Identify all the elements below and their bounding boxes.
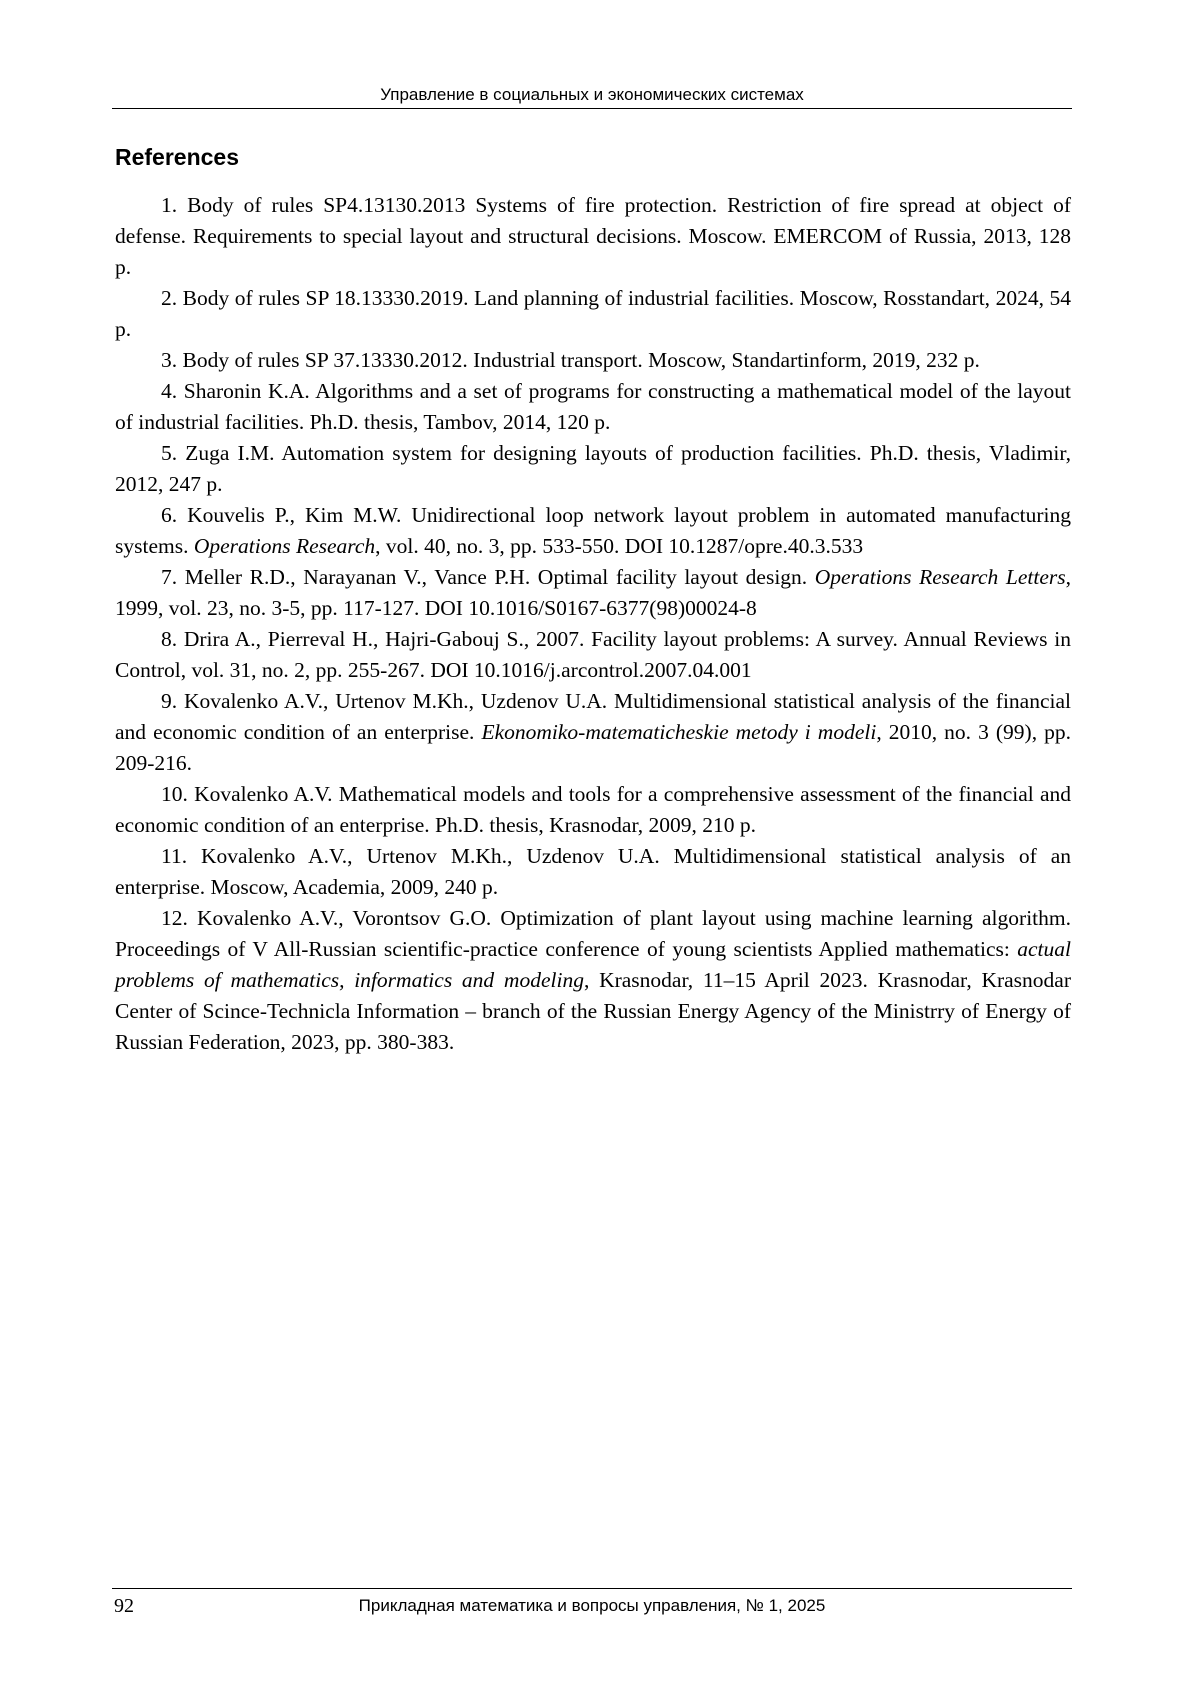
reference-text: 8. Drira A., Pierreval H., Hajri-Gabouj S., 2007. Facility layout problems: A survey. Annual Reviews in Control, vol. 31, no. 2, pp. 255-267. DOI 10.1016/j.arcontrol.2007.04.001 bbox=[115, 627, 1071, 682]
reference-text: 5. Zuga I.M. Automation system for designing layouts of production facilities. Ph.D. thesis, Vladimir, 2012, 247 p. bbox=[115, 441, 1071, 496]
reference-text: 6. Kouvelis P., Kim M.W. Unidirectional loop network layout problem in automated manu­facturing systems. bbox=[115, 503, 1071, 558]
reference-source-title: Operations Re­search Letters bbox=[815, 565, 1066, 589]
journal-footer: Прикладная математика и вопросы управления, № 1, 2025 bbox=[112, 1594, 1072, 1618]
reference-item bbox=[115, 376, 1071, 438]
reference-text: , Krasnodar, 11–15 April 2023. Krasnodar, Krasnodar Center of Scince-Technicla Information – branch of the Russian En­ergy Agency of the Ministrry of Energy of Russian Federation, 2023, pp. 380-383. bbox=[115, 968, 1071, 1054]
section-title: References bbox=[115, 143, 239, 171]
reference-text: 4. Sharonin K.A. Algorithms and a set of programs for constructing a mathematical model of the layout of industrial facilities. Ph.D. thesis, Tambov, 2014, 120 p. bbox=[115, 379, 1071, 434]
reference-source-title: Operations Research bbox=[194, 534, 375, 558]
reference-text: 12. Kovalenko A.V., Vorontsov G.O. Optimization of plant layout using machine learning al­gorithm. Proceedings of V All-Russian scientific-practice conference of young scientists Applied mathematics: bbox=[115, 906, 1071, 961]
reference-text: , vol. 40, no. 3, pp. 533-550. DOI 10.1287/opre.40.3.533 bbox=[375, 534, 863, 558]
reference-item bbox=[115, 438, 1071, 500]
reference-text: 1. Body of rules SP4.13130.2013 Systems of fire protection. Restriction of fire spread at ob­ject of defense. Requirements to special layout and structural decisions. Moscow. EMERCOM of Russia, 2013, 128 p. bbox=[115, 193, 1071, 279]
reference-text: 2. Body of rules SP 18.13330.2019. Land planning of industrial facilities. Moscow, Rosstandart, 2024, 54 p. bbox=[115, 286, 1071, 341]
reference-item bbox=[115, 841, 1071, 903]
reference-text: 9. Kovalenko A.V., Urtenov M.Kh., Uzdenov U.A. Multidimensional statistical analysis of the financial and economic condition of an enterprise. bbox=[115, 689, 1071, 744]
reference-source-title: actual problems of mathematics, informatics and modeling bbox=[115, 937, 1071, 992]
footer-divider bbox=[112, 1588, 1072, 1589]
reference-item bbox=[115, 562, 1071, 624]
reference-source-title: Ekonomiko-matematicheskie metody i modeli bbox=[481, 720, 876, 744]
reference-list bbox=[115, 190, 1071, 1058]
reference-text: , 1999, vol. 23, no. 3-5, pp. 117-127. DOI 10.1016/S0167-6377(98)00024-8 bbox=[115, 565, 1071, 620]
reference-text: , 2010, no. 3 (99), pp. 209-216. bbox=[115, 720, 1071, 775]
reference-text: 3. Body of rules SP 37.13330.2012. Industrial transport. Moscow, Standartinform, 2019, 232 p. bbox=[161, 348, 980, 372]
reference-item bbox=[115, 500, 1071, 562]
reference-item bbox=[115, 624, 1071, 686]
reference-item bbox=[115, 903, 1071, 1058]
running-header: Управление в социальных и экономических системах bbox=[112, 84, 1072, 109]
reference-item bbox=[115, 779, 1071, 841]
reference-item bbox=[115, 686, 1071, 779]
reference-item bbox=[115, 190, 1071, 283]
reference-text: 7. Meller R.D., Narayanan V., Vance P.H. Optimal facility layout design. bbox=[161, 565, 815, 589]
reference-item bbox=[115, 283, 1071, 345]
page-number: 92 bbox=[114, 1593, 134, 1619]
reference-text: 11. Kovalenko A.V., Urtenov M.Kh., Uzdenov U.A. Multidimensional statistical analysis of an enterprise. Moscow, Academia, 2009, 240 p. bbox=[115, 844, 1071, 899]
reference-item bbox=[115, 345, 1071, 376]
reference-text: 10. Kovalenko A.V. Mathematical models and tools for a comprehensive assessment of the financial and economic condition of an enterprise. Ph.D. thesis, Krasnodar, 2009, 210 p. bbox=[115, 782, 1071, 837]
